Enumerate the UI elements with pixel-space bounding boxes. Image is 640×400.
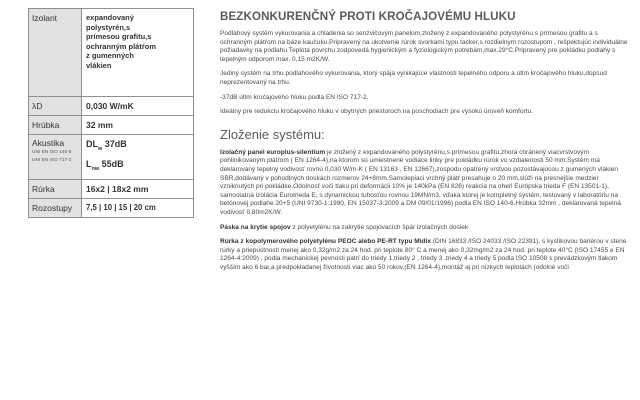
dlw-symbol: DL xyxy=(86,139,98,149)
spec-label-rozostupy: Rozostupy xyxy=(29,198,82,217)
intro-paragraph: Podlahový systém vykurovania a chladenia so senzvičovým panelom,zložený z expandovaného polystyrénu s prímesou grafitu a s ochranným plátŕom na báze kaučuku.Pripravený na ukotvenie rúrok svorkami typu tacker,s rozdielnym rozostupom , rešpektujúc individuálne požiadavky na podlahu.Teplota povrchu zodpovedá hygienickým a fyziologickým potrebám,max.29°C.Pripravený pre pokládku podlahy s tepelným odporom max. 0,15 m2K/W. xyxy=(220,30,628,63)
dlw-value: 37dB xyxy=(104,139,127,149)
intro-paragraph: Ideálny pre redukciu kročajového hluku v obytných priestoroch na poschodiach pre vysokú úroveň komfortu. xyxy=(220,108,533,116)
spec-label-akustika xyxy=(29,135,82,180)
spec-table xyxy=(28,8,194,218)
spec-row-izolant xyxy=(29,9,194,97)
izolant-line: vlákien xyxy=(86,60,112,70)
composition-heading: Zloženie systému: xyxy=(220,126,325,142)
izolant-line: ochranným plátŕom xyxy=(86,41,157,51)
akustika-dlw xyxy=(86,137,189,157)
spec-value-izolant xyxy=(82,9,194,97)
composition-text: (DIN 16833 /ISO 24033 /ISO 22391), s kyslíkovou bariérou v stene rúrky a priepustnosti menej ako 0,32g/m2 za 24 hod. pri teplote 80° C a menej ako 0,32mg/m2 za 24 hod. pri teplote 40°C (ISO 17455 e EN 1264-4:2009) , podla mechanickej pevnosti patrí do triedy 1,triedy 2 , triedy 3 ,triedy 4 a triedy 5 podla ISO 10508 s prevádzkovým tlakom vyšším ako 6 bar,a predpokladanej životnosti viac ako 50 rokov,(EN 1264-4),montáž aj pri nízkych teplotách (odolné voči xyxy=(220,238,627,271)
lnw-symbol: L xyxy=(86,158,92,169)
composition-paragraph-pipe xyxy=(220,238,628,272)
composition-paragraph-tape xyxy=(220,224,628,233)
akustika-label-text: Akustika xyxy=(32,138,65,148)
spec-value-rurka: 16x2 | 18x2 mm xyxy=(82,179,194,198)
composition-text: je zložený z expandovaného polystyrénu,s prímesou grafitu,zhora chránený viacvrstvovým pohlinikovaným plátŕom ( EN 1264-4),na ktorom sú umiestnené vodiace linky pre pokládku rúrok vo vzdialenosti 50 mm.Systém má deklarovaný tepelný vodivosť rovnú 0,030 W/m-K ( EN 13163 , EN 12667),zospodu opatrený vrstvou pozostávajúcou z gumených vlákien SBR,dodávaný v pohodlných doskách rozmerov 24+8mm.Samolepiaci vrchný plátŕ presahuje o 20 mm,slúži na presnejšie medzier vzniknutých pri pokládke.Odolnosť voči tlaku pri deformácii 10% je 140kPa (EN 826) reakcia na oheň Európska trieda F (EN 13501-1), samostatná izolácia Eurotrieda E, s dynamickou tuhosťou rovnou 19MN/m3, vďaka ktorej je kompletný systém, testovaný v laboratóriu na betónovej podlahe 20+5 (UNI 9730-1:1990, EN 15037-3:2009 a DM 09/01/1996) podla EN ISO 140-6.Hrúbka 32mm , deklarovaná tepelná vodivosť 0,80m2K/W. xyxy=(220,148,621,216)
spec-label-lambda: λD xyxy=(29,97,82,116)
spec-row-akustika xyxy=(29,135,194,180)
composition-text: z polyetylénu na zakrytie spojovacích špár izolačných dosiek xyxy=(290,223,469,231)
intro-paragraph: -37dB útlm kročajového hluku podla EN ISO 717-2. xyxy=(220,93,369,101)
spec-value-hrubka: 32 mm xyxy=(82,116,194,135)
spec-value-lambda: 0,030 W/mK xyxy=(82,97,194,116)
spec-row-rozostupy xyxy=(29,198,194,217)
akustika-norm: UNI EN ISO 140-6 xyxy=(32,150,72,155)
lnw-value: 55dB xyxy=(101,158,124,169)
main-text-column xyxy=(220,10,628,278)
spec-label-izolant: Izolant xyxy=(29,9,82,97)
spec-label-hrubka: Hrúbka xyxy=(29,116,82,135)
spec-row-hrubka xyxy=(29,116,194,135)
spec-row-lambda xyxy=(29,97,194,116)
izolant-line: polystyrén,s xyxy=(86,22,131,32)
akustika-norm: UNI EN ISO 717-2 xyxy=(32,158,72,163)
izolant-line: expandovaný xyxy=(86,13,134,22)
composition-paragraph-panel xyxy=(220,149,628,218)
composition-term: Izolačný panel europlus-silentium xyxy=(220,148,326,156)
akustika-lnw xyxy=(86,157,189,177)
dlw-subscript: w xyxy=(98,145,103,152)
composition-term: Páska na krytie spojov xyxy=(220,223,291,231)
spec-row-rurka xyxy=(29,179,194,198)
main-heading: BEZKONKURENČNÝ PROTI KROČAJOVÉMU HLUKU xyxy=(220,10,516,23)
spec-value-rozostupy: 7,5 | 10 | 15 | 20 cm xyxy=(82,198,194,217)
spec-value-akustika xyxy=(82,135,194,180)
spec-label-rurka: Rúrka xyxy=(29,179,82,198)
lnw-subscript: nw xyxy=(91,165,100,172)
izolant-line: z gumenných xyxy=(86,51,134,60)
izolant-line: prímesou grafitu,s xyxy=(86,32,152,41)
intro-paragraph: Jediný systém na trhu podlahového vykurovania, ktorý spája vynikajúce vlastnosti tepelného odporu a útlm kročajového hluku,dopsud neprezentovaný na trhu. xyxy=(220,70,607,86)
composition-term: Rúrka z kopolymerového polyetylénu PEOC alebo PE-RT typu Midix xyxy=(220,238,431,246)
